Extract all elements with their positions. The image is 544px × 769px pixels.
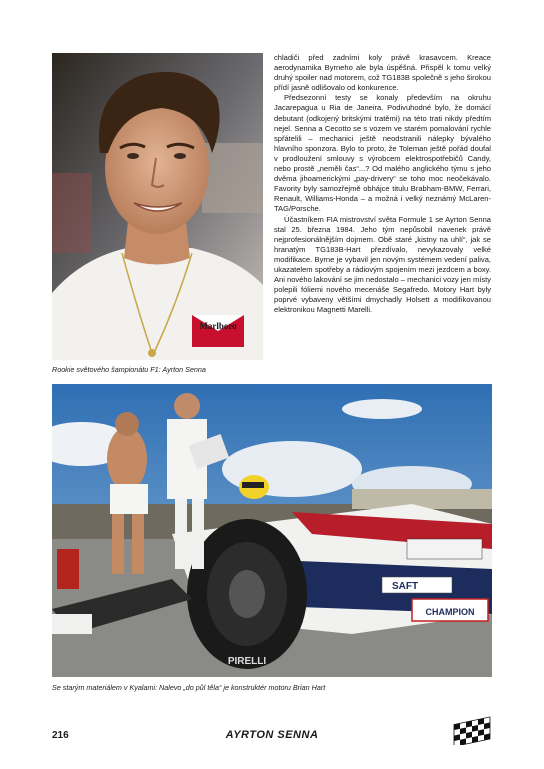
car-sponsor-text: CHAMPION [425,607,475,617]
tyre-text: PIRELLI [227,656,267,667]
race-car-image [52,384,492,677]
car-sidepod-text: SAFT [392,581,419,592]
race-photo-caption: Se starým materiálem v Kyalami: Nalevo „do půl těla“ je konstruktér motoru Brian Hart [52,683,326,692]
running-title: AYRTON SENNA [225,729,319,741]
portrait-photo [52,53,263,360]
page-number: 216 [52,730,69,741]
portrait-image [52,53,263,360]
article-paragraph: Předsezonní testy se konaly především na okruhu Jacarepagua u Ria de Janeira. Podivuhodné bylo, že domácí debutant (odkojený britskými tratěmi) na této trati nikdy předtím nejel. Senna a Cecotto se s vozem ve starém pomalování rychle spřátelili – mechanici ještě neodstranili nálepky bývalého hlavního sponzora. Bylo to proto, že Toleman ještě pořád doufal v prodloužení smlouvy s výrobcem elektrospotřebičů Candy, nebo prostě „neměli čas“...? Od malého anglického týmu s jeho dvěma jihoamerickými „pay-drivery“ se toho moc neočekávalo. Favority byly samozřejmě obhájce titulu Brabham-BMW, Ferrari, Renault, Williams-Honda – a možná i velký neznámý McLaren-TAG/Porsche. [274,93,491,214]
article-body [274,53,491,315]
checkered-flag-icon [452,715,494,745]
article-paragraph: Účastníkem FIA mistrovství světa Formule 1 se Ayrton Senna stal 25. března 1984. Jeho tým nepůsobil navenek právě nejprofesionálnějším dojmem. Obě staré „kistny na uhlí“, jak se hranatým TG183B-Hart přezdívalo, nevykazovaly velké modifikace. Byrne je vybavil jen novým systémem vedení paliva, ukazatelem spotřeby a rádiovým spojením mezi jezdcem a boxy. Ani nového lakování se jim nedostalo – mechanici vozy jen místy polepili fóliemi nového mecenáše Segafredo. Motory Hart byly poprvé vybaveny většími dmychadly Holsett a modifikovanou elektronikou Magnetti Marelli. [274,214,491,315]
article-paragraph: chladiči před zadními koly právě krasavcem. Kreace aerodynamika Byrneho ale byla úspěšná. Přispěl k tomu velký druhý spoiler nad motorem, což TG183B společně s jeho širokou přídí jasně odlišovalo od konkurence. [274,53,491,93]
race-car-photo [52,384,492,677]
portrait-caption: Rookie světového šampionátu F1: Ayrton Senna [52,365,206,374]
shirt-logo-text: Marlboro [199,321,237,331]
